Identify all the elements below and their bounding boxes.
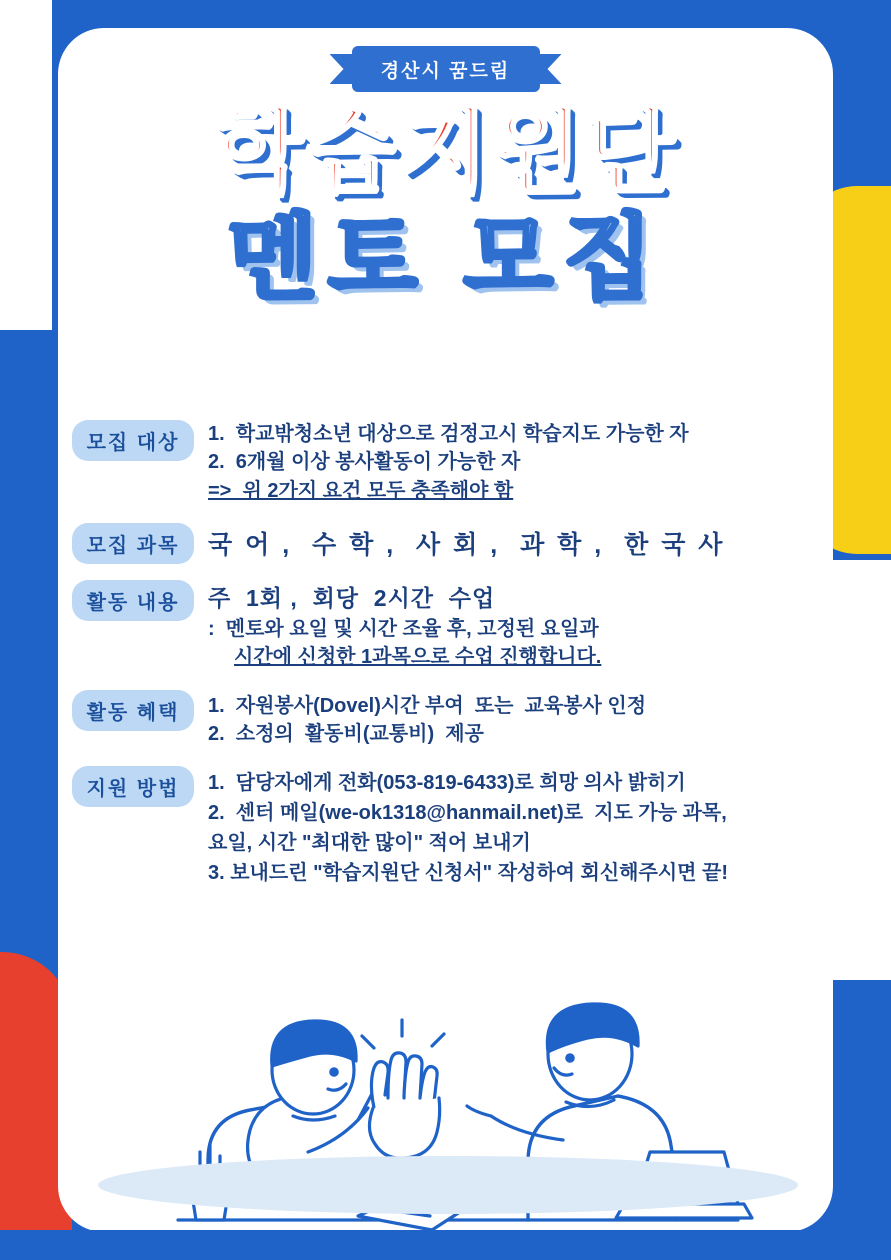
section-tag: 활동 혜택 — [72, 690, 194, 731]
section-tag: 모집 대상 — [72, 420, 194, 461]
decor-bottom-bar — [0, 1230, 891, 1260]
ribbon-label: 경산시 꿈드림 — [380, 60, 511, 82]
section-line: 주 1회 , 회당 2시간 수업 — [208, 585, 496, 612]
section-line: 1. 학교밖청소년 대상으로 검정고시 학습지도 가능한 자 — [208, 423, 689, 445]
section-tag: 모집 과목 — [72, 523, 194, 564]
section-body — [208, 766, 824, 888]
section-line: 3. 보내드린 "학습지원단 신청서" 작성하여 회신해주시면 끝! — [208, 862, 729, 885]
section-line: 시간에 신청한 1과목으로 수업 진행합니다. — [234, 646, 602, 669]
section-line: 2. 소정의 활동비(교통비) 제공 — [208, 723, 484, 745]
illustration-floor-shadow — [98, 1156, 798, 1214]
section-body — [208, 418, 824, 505]
section-tag: 활동 내용 — [72, 580, 194, 621]
section-activity-detail — [72, 580, 824, 671]
section-recruit-target — [72, 418, 824, 505]
section-line: => 위 2가지 요건 모두 충족해야 함 — [208, 479, 514, 502]
poster-content — [72, 418, 824, 906]
section-body — [208, 580, 824, 671]
poster-title — [0, 100, 891, 310]
section-line: 국 어 , 수 학 , 사 회 , 과 학 , 한 국 사 — [208, 530, 726, 559]
section-how-to-apply — [72, 766, 824, 888]
section-line: 1. 담당자에게 전화(053-819-6433)로 희망 의사 밝히기 — [208, 772, 686, 795]
ribbon-banner — [330, 46, 562, 92]
section-activity-benefit — [72, 690, 824, 749]
decor-right-white-block — [833, 560, 891, 980]
section-recruit-subjects — [72, 523, 824, 564]
section-tag: 지원 방법 — [72, 766, 194, 807]
section-line: : 멘토와 요일 및 시간 조율 후, 고정된 요일과 — [208, 617, 599, 640]
section-line: 2. 센터 메일(we-ok1318@hanmail.net)로 지도 가능 과목, — [208, 802, 727, 825]
section-line: 2. 6개월 이상 봉사활동이 가능한 자 — [208, 451, 521, 474]
section-body — [208, 690, 824, 749]
ribbon-body — [352, 46, 540, 92]
section-body — [208, 524, 824, 564]
title-line-1: 학습지원단 — [213, 100, 678, 204]
illustration-two-students-highfive — [58, 920, 833, 1232]
title-line-2: 멘토 모집 — [227, 206, 664, 311]
section-line: 1. 자원봉사(Dovel)시간 부여 또는 교육봉사 인정 — [208, 694, 647, 717]
section-line: 요일, 시간 "최대한 많이" 적어 보내기 — [208, 832, 531, 855]
